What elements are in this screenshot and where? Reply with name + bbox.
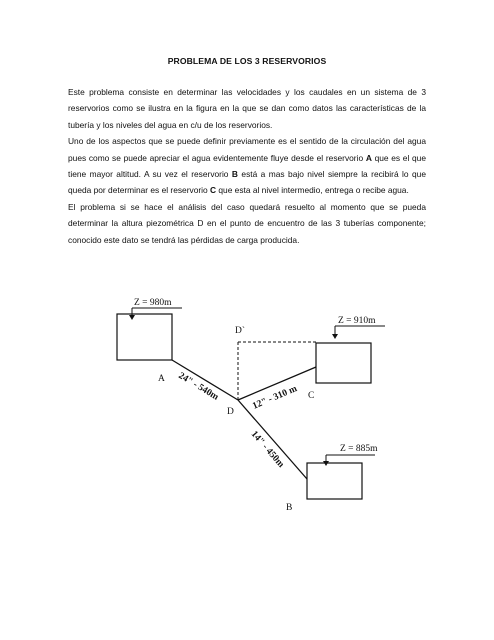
paragraph-2-text-3: está a mas bajo nivel siempre la recibirá lo que queda por determinar es el reservorio: [68, 169, 426, 196]
reservoir-diagram: [0, 285, 494, 525]
point-a-label: A: [158, 374, 165, 384]
pipe-d-b: [238, 400, 307, 479]
reservoir-a: [117, 298, 182, 384]
reservoir-a-ref: A: [365, 152, 372, 163]
pipe-d-b-label: 14" - 450m: [248, 429, 286, 470]
point-b-label: B: [286, 503, 293, 513]
page-title: PROBLEMA DE LOS 3 RESERVORIOS: [167, 56, 327, 66]
piezometric-label: D`: [235, 326, 246, 336]
reservoir-c: [308, 316, 385, 401]
reservoir-a-tank: [117, 314, 172, 360]
pipe-a-d-label: 24" - 540m: [176, 370, 221, 403]
junction-d-label: D: [227, 407, 234, 417]
paragraph-3: [68, 199, 426, 248]
paragraph-2-text-1: Uno de los aspectos que se puede definir previamente es el sentido de la circulación del agua pues como se puede apreciar el agua evidentemente fluye desde el reservorio: [68, 136, 426, 163]
paragraph-2: [68, 133, 426, 199]
body-text: [68, 84, 426, 248]
reservoir-b-tank: [307, 463, 362, 499]
reservoir-c-tank: [316, 343, 371, 383]
point-c-label: C: [308, 391, 315, 401]
reservoir-b-ref: B: [231, 169, 238, 180]
reservoir-c-ref: C: [209, 185, 217, 196]
reservoir-c-level-label: Z = 910m: [338, 316, 376, 326]
reservoir-c-arrow-head: [332, 334, 338, 339]
paragraph-2-text-2: que es el que tiene mayor altitud. A su vez el reservorio: [68, 152, 426, 180]
pipe-d-c-label: 12" - 310 m: [251, 384, 299, 412]
paragraph-1-text: Este problema consiste en determinar las velocidades y los caudales en un sistema de 3 reservorios como se ilustra en la figura en la que se dan como datos las características de la tubería y los niveles del agua en c/u de los reservorios.: [68, 87, 426, 130]
reservoir-a-arrow-head: [129, 315, 135, 320]
reservoir-b: [286, 444, 378, 513]
reservoir-b-level-label: Z = 885m: [340, 444, 378, 454]
reservoir-a-level-label: Z = 980m: [134, 298, 172, 308]
paragraph-1: [68, 84, 426, 133]
paragraph-2-text-4: que esta al nivel intermedio, entrega o recibe agua.: [216, 185, 409, 196]
paragraph-3-text: El problema si se hace el análisis del caso quedará resuelto al momento que se pueda determinar la altura piezométrica D en el punto de encuentro de las 3 tuberías componente; conocido este dato se tendrá las pérdidas de carga producida.: [68, 201, 426, 245]
